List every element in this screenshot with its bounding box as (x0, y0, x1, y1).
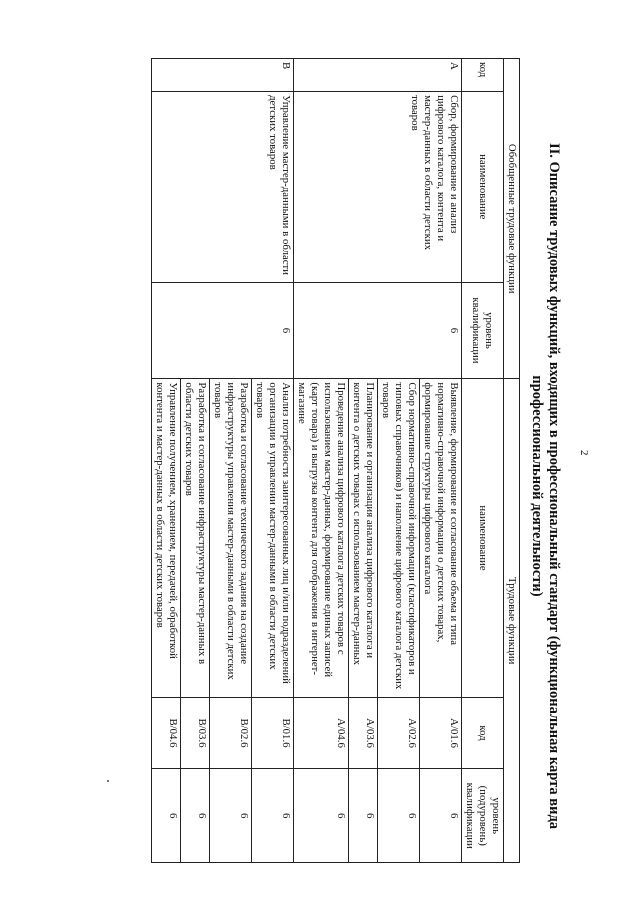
function-level-cell: 6 (210, 769, 252, 863)
function-code-cell: А/03.6 (349, 697, 378, 769)
function-name-cell: Разработка и согласование инфраструктуры мастер-данных в области детских товаров (181, 379, 210, 697)
scan-speck (107, 780, 109, 782)
function-level-cell: 6 (252, 769, 294, 863)
function-name-cell: Проведение анализа цифрового каталога детских товаров с использованием мастер-данных, формирование единых записей (карт товара) и выгрузка контента для отображения в интернет-магазине (294, 379, 349, 697)
function-level-cell: 6 (420, 769, 462, 863)
code-header: код (462, 59, 504, 92)
header-row-2 (462, 59, 504, 863)
function-name-cell: Сбор нормативно-справочной информации (классификаторов и типовых справочников) и наполнение цифрового каталога детских товаров (378, 379, 420, 697)
labor-functions-header: Трудовые функции (504, 379, 520, 863)
function-level-cell: 6 (378, 769, 420, 863)
qualification-level-header: уровень квалификации (462, 282, 504, 379)
function-code-cell: А/01.6 (420, 697, 462, 769)
function-level-cell: 6 (181, 769, 210, 863)
function-level-cell: 6 (349, 769, 378, 863)
function-code-cell: А/04.6 (294, 697, 349, 769)
header-row-1 (504, 59, 520, 863)
gen-level-cell: 6 (294, 282, 462, 379)
function-name-cell: Анализ потребности заинтересованных лиц и/или подразделений организации в управлении мастер-данными в области детских товаров (252, 379, 294, 697)
function-level-cell: 6 (152, 769, 181, 863)
function-code-cell: В/04.6 (152, 697, 181, 769)
function-level-cell: 6 (294, 769, 349, 863)
function-code-cell: В/01.6 (252, 697, 294, 769)
name-header: наименование (462, 92, 504, 282)
function-code-cell: В/02.6 (210, 697, 252, 769)
generalized-functions-header: Обобщенные трудовые функции (504, 59, 520, 379)
gen-level-cell: 6 (152, 282, 294, 379)
function-code-cell: В/03.6 (181, 697, 210, 769)
function-name-header: наименование (462, 379, 504, 697)
function-name-cell: Разработка и согласование технического задания на создание инфраструктуры управления мастер-данными в области детских товаров (210, 379, 252, 697)
table-row (420, 59, 462, 863)
gen-code-cell: В (152, 59, 294, 92)
function-name-cell: Выявление, формирование и согласование объема и типа нормативно-справочной информации о детских товарах, формирование структуры цифрового каталога (420, 379, 462, 697)
function-name-cell: Управление получением, хранением, передачей, обработкой контента и мастер-данных в области детских товаров (152, 379, 181, 697)
section-title-line1: II. Описание трудовых функций, входящих в профессиональный стандарт (функциональная карта вида (546, 142, 562, 830)
table-row (252, 59, 294, 863)
gen-name-cell: Управление мастер-данными в области детских товаров (152, 92, 294, 282)
function-code-cell: А/02.6 (378, 697, 420, 769)
function-code-header: код (462, 697, 504, 769)
functional-map-table (151, 58, 520, 863)
gen-name-cell: Сбор, формирование и анализ цифрового каталога, контента и мастер-данных в области детских товаров (294, 92, 462, 282)
section-title-line2: профессиональной деятельности) (529, 375, 545, 597)
page-number: 2 (578, 450, 590, 456)
function-name-cell: Планирование и организация анализа цифрового каталога и контента о детских товарах с использованием мастер-данных (349, 379, 378, 697)
function-level-header: уровень (подуровень) квалификации (462, 769, 504, 863)
gen-code-cell: А (294, 59, 462, 92)
